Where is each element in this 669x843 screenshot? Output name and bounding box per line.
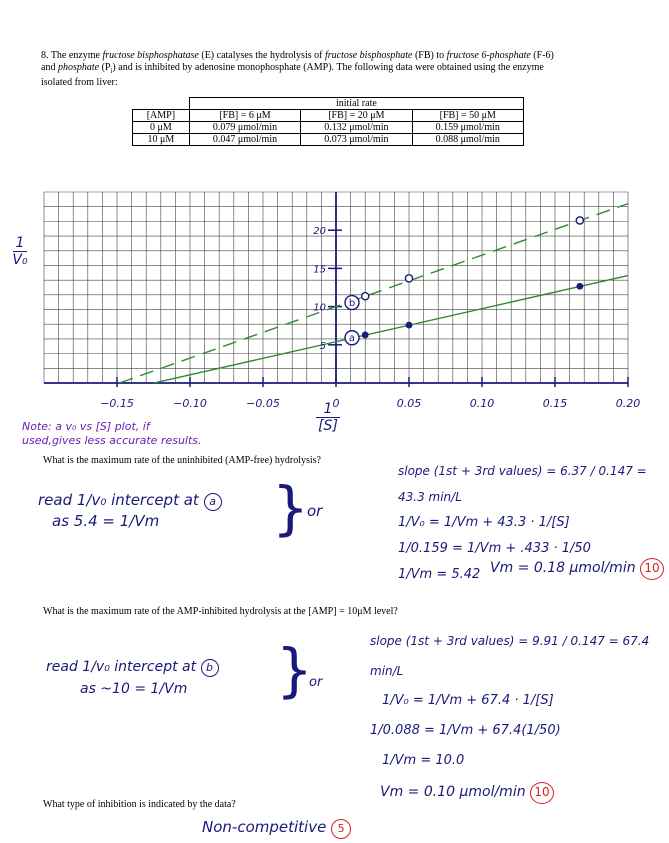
inhibited-data-point [405, 275, 412, 282]
q2-read-intercept: read 1/v₀ intercept at b as ~10 = 1/Vm [46, 656, 219, 700]
uninhibited-data-point [406, 322, 413, 329]
q1-eq2: 1/0.159 = 1/Vm + .433 · 1/50 [398, 541, 591, 556]
q2-score: 10 [530, 782, 554, 804]
marker-a-circle-label: a [348, 333, 356, 345]
marker-b-circle-label: b [348, 298, 356, 310]
table-group-header: initial rate [189, 98, 523, 110]
inhibited-data-point [576, 217, 583, 224]
table-row [133, 134, 524, 146]
x-tick-label: −0.15 [100, 397, 134, 410]
table-header: [FB] = 6 μM [189, 110, 300, 122]
table-header: [AMP] [133, 110, 190, 122]
x-tick-label: 0.05 [396, 397, 422, 410]
uninhibited-data-point [576, 283, 583, 290]
q2-answer: Vm = 0.10 μmol/min 10 [380, 782, 554, 804]
q1-brace: } [272, 474, 309, 542]
x-tick-label: 0 [332, 397, 340, 410]
x-tick-label: −0.05 [246, 397, 280, 410]
x-axis-label: 1 [S] [313, 402, 343, 433]
data-table [132, 97, 524, 146]
marker-a: a [204, 493, 222, 511]
q3-answer: Non-competitive 5 [202, 818, 351, 839]
x-tick-label: 0.20 [615, 397, 641, 410]
q2-brace: } [276, 636, 313, 704]
y-tick-label: 20 [313, 226, 326, 238]
marker-b: b [201, 659, 219, 677]
table-cell: 0.047 μmol/min [189, 134, 300, 146]
y-tick-label: 5 [319, 340, 326, 352]
table-header: [FB] = 50 μM [412, 110, 523, 122]
q1-eq3: 1/Vm = 5.42 [398, 567, 481, 582]
question-2: What is the maximum rate of the AMP-inhibited hydrolysis at the [AMP] = 10μM level? [43, 606, 398, 617]
table-header-row [133, 110, 524, 122]
uninhibited-fit-line [154, 276, 628, 383]
table-cell: 0.079 μmol/min [189, 122, 300, 134]
x-tick-label: 0.10 [469, 397, 495, 410]
lineweaver-burk-plot [0, 180, 669, 415]
table-cell: 0.132 μmol/min [301, 122, 412, 134]
q1-slope: slope (1st + 3rd values) = 6.37 / 0.147 = 43.3 min/L [398, 464, 647, 504]
question-1: What is the maximum rate of the uninhibited (AMP-free) hydrolysis? [43, 455, 321, 466]
q2-work [370, 626, 668, 776]
inhibited-data-point [362, 293, 369, 300]
table-cell: 0.088 μmol/min [412, 134, 523, 146]
q2-slope: slope (1st + 3rd values) = 9.91 / 0.147 = 67.4 min/L [370, 634, 650, 678]
y-tick-label: 15 [313, 264, 326, 276]
q2-eq2: 1/0.088 = 1/Vm + 67.4(1/50) [370, 723, 561, 738]
problem-number: 8. [41, 50, 49, 61]
y-tick-label: 10 [313, 302, 326, 314]
q1-score: 10 [640, 558, 664, 580]
table-cell: 0.159 μmol/min [412, 122, 523, 134]
note: Note: a v₀ vs [S] plot, if used,gives less accurate results. [22, 420, 202, 447]
table-header: [FB] = 20 μM [301, 110, 412, 122]
q2-or: or [309, 675, 323, 690]
x-tick-label: 0.15 [542, 397, 568, 410]
table-cell: 0.073 μmol/min [301, 134, 412, 146]
x-tick-label: −0.10 [173, 397, 207, 410]
q1-read-intercept: read 1/v₀ intercept at a as 5.4 = 1/Vm [38, 490, 222, 531]
q2-eq1: 1/V₀ = 1/Vm + 67.4 · 1/[S] [382, 693, 554, 708]
problem-intro: 8. The enzyme fructose bisphosphatase (E) catalyses the hydrolysis of fructose bisphosphate (FB) to fructose 6-phosphate (F-6) and phosphate $(P_i)$ and is inhibited by adenosine monophosphate (AMP). The following data were obtained using the enzyme isolated from liver: [41, 50, 554, 88]
uninhibited-data-point [362, 332, 369, 339]
y-axis-label: 1 V₀ [12, 235, 28, 268]
q3-score: 5 [331, 819, 351, 839]
fit-lines [119, 204, 628, 383]
q1-answer: Vm = 0.18 μmol/min 10 [490, 558, 664, 580]
question-3: What type of inhibition is indicated by the data? [43, 799, 236, 810]
q1-eq1: 1/V₀ = 1/Vm + 43.3 · 1/[S] [398, 515, 570, 530]
table-cell: 10 μM [133, 134, 190, 146]
table-cell: 0 μM [133, 122, 190, 134]
q2-eq3: 1/Vm = 10.0 [382, 753, 465, 768]
q1-or: or [307, 502, 323, 520]
table-row [133, 122, 524, 134]
